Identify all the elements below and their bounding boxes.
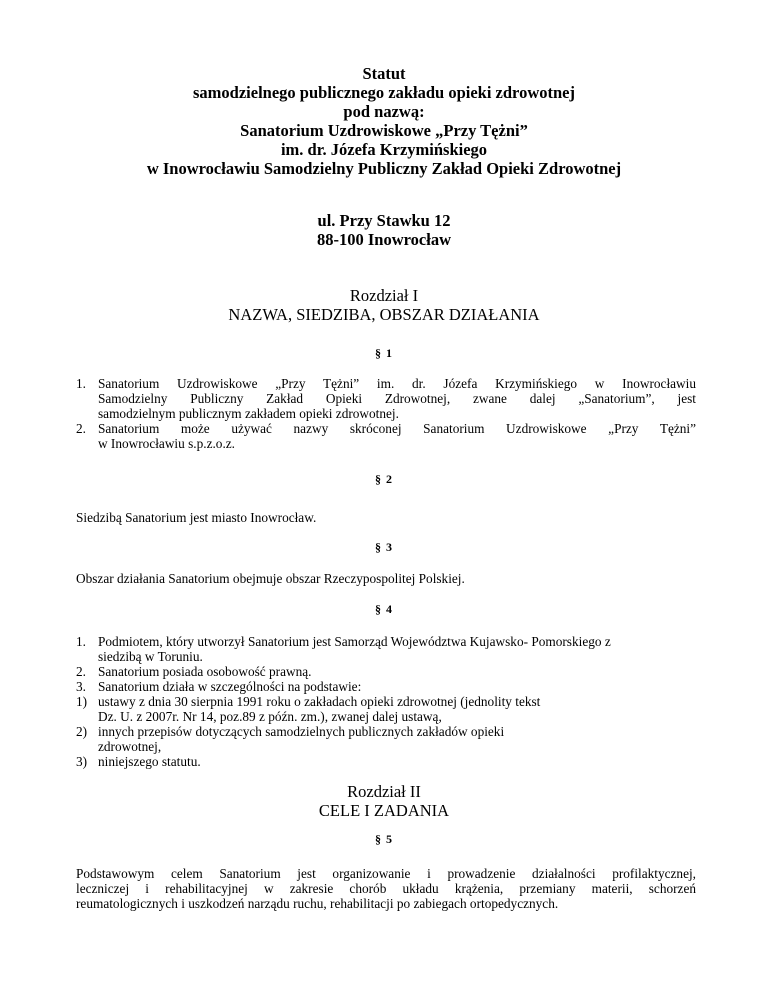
address-city: 88-100 Inowrocław	[317, 230, 451, 249]
sub-list-item-number: 2)	[76, 724, 88, 739]
list-item-line: Sanatorium posiada osobowość prawną.	[98, 664, 312, 679]
title-line: Sanatorium Uzdrowiskowe „Przy Tężni”	[240, 121, 528, 140]
section-2-text: Siedzibą Sanatorium jest miasto Inowrocław.	[76, 510, 317, 525]
list-item-line: Sanatorium może używać nazwy skróconej Sanatorium Uzdrowiskowe „Przy Tężni”	[98, 421, 696, 436]
list-item-line: samodzielnym publicznym zakładem opieki zdrowotnej.	[98, 406, 399, 421]
sub-list-item-line: niniejszego statutu.	[98, 754, 201, 769]
list-item-line: Sanatorium działa w szczególności na podstawie:	[98, 679, 362, 694]
list-item-number: 1.	[76, 376, 86, 391]
paragraph-line: reumatologicznych i uszkodzeń narządu ruchu, rehabilitacji po zabiegach ortopedycznych.	[76, 896, 559, 911]
sub-list-item-line: ustawy z dnia 30 sierpnia 1991 roku o zakładach opieki zdrowotnej (jednolity tekst	[98, 694, 541, 709]
chapter-2-heading	[0, 782, 768, 820]
list-item-line: w Inowrocławiu s.p.z.o.z.	[98, 436, 235, 451]
chapter-1-subtitle: NAZWA, SIEDZIBA, OBSZAR DZIAŁANIA	[228, 305, 540, 324]
title-line: samodzielnego publicznego zakładu opieki zdrowotnej	[193, 83, 575, 102]
list-item-number: 2.	[76, 421, 86, 436]
sub-list-item-line: Dz. U. z 2007r. Nr 14, poz.89 z późn. zm.), zwanej dalej ustawą,	[98, 709, 442, 724]
title-line: pod nazwą:	[343, 102, 425, 121]
title-line: im. dr. Józefa Krzymińskiego	[280, 140, 488, 159]
title-line: w Inowrocławiu Samodzielny Publiczny Zakład Opieki Zdrowotnej	[146, 159, 622, 178]
section-3-text: Obszar działania Sanatorium obejmuje obszar Rzeczypospolitej Polskiej.	[76, 571, 465, 586]
chapter-2-title: Rozdział II	[347, 782, 421, 801]
list-item-line: Podmiotem, który utworzył Sanatorium jest Samorząd Województwa Kujawsko- Pomorskiego z	[98, 634, 611, 649]
sub-list-item	[76, 754, 696, 769]
list-item	[76, 634, 696, 664]
list-item-line: Sanatorium Uzdrowiskowe „Przy Tężni” im. dr. Józefa Krzymińskiego w Inowrocławiu	[98, 376, 696, 391]
section-3-label: § 3	[375, 540, 393, 554]
chapter-1-title: Rozdział I	[349, 286, 419, 305]
section-1-label: § 1	[375, 346, 393, 360]
address-street: ul. Przy Stawku 12	[317, 211, 451, 230]
sub-list-item	[76, 694, 696, 724]
sub-list-item-number: 3)	[76, 754, 88, 769]
section-4-list	[76, 634, 696, 769]
list-item-number: 1.	[76, 634, 86, 649]
list-item-number: 2.	[76, 664, 86, 679]
list-item	[76, 664, 696, 679]
section-1-list	[76, 376, 696, 451]
paragraph-line: leczniczej i rehabilitacyjnej w zakresie chorób układu krążenia, przemiany materii, schorzeń	[76, 881, 696, 896]
list-item-line: siedzibą w Toruniu.	[98, 649, 203, 664]
sub-list-item	[76, 724, 696, 754]
list-item-number: 3.	[76, 679, 86, 694]
list-item-line: Samodzielny Publiczny Zakład Opieki Zdrowotnej, zwane dalej „Sanatorium”, jest	[98, 391, 696, 406]
sub-list-item-line: innych przepisów dotyczących samodzielnych publicznych zakładów opieki	[98, 724, 505, 739]
section-4-label: § 4	[375, 602, 393, 616]
section-2-label: § 2	[375, 472, 393, 486]
sub-list-item-line: zdrowotnej,	[98, 739, 162, 754]
section-5-label: § 5	[375, 832, 393, 846]
list-item	[76, 376, 696, 421]
paragraph-line: Podstawowym celem Sanatorium jest organizowanie i prowadzenie działalności profilaktycznej,	[76, 866, 696, 881]
section-5-text	[76, 866, 696, 911]
address-block	[0, 211, 768, 249]
sub-list-item-number: 1)	[76, 694, 88, 709]
document-title	[0, 64, 768, 178]
title-line: Statut	[362, 64, 406, 83]
list-item	[76, 679, 696, 694]
chapter-1-heading	[0, 286, 768, 324]
list-item	[76, 421, 696, 451]
chapter-2-subtitle: CELE I ZADANIA	[318, 801, 450, 820]
